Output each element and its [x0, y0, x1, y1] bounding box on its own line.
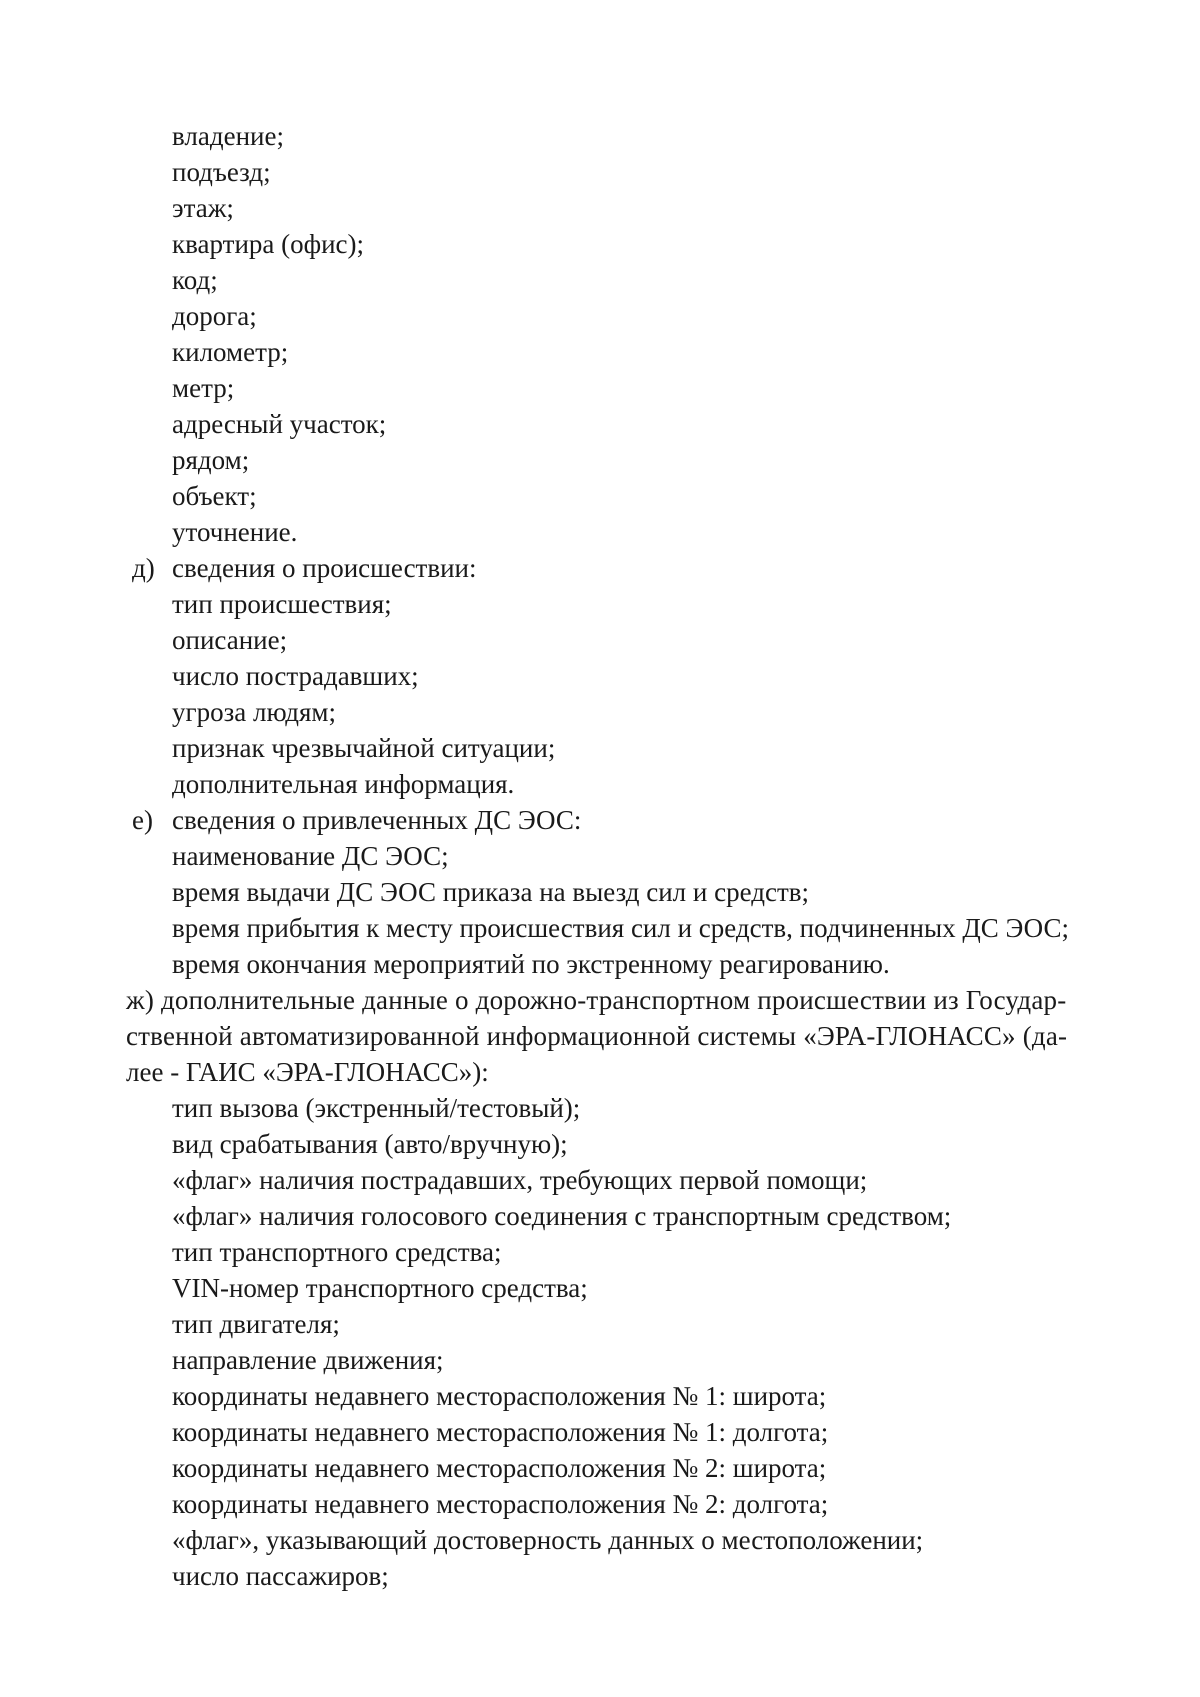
list-item: координаты недавнего месторасположения № 1: широта;: [172, 1381, 827, 1411]
list-item: владение;: [172, 121, 284, 151]
list-item: описание;: [172, 625, 288, 655]
list-item: координаты недавнего месторасположения № 2: долгота;: [172, 1489, 829, 1519]
list-item: дополнительная информация.: [172, 769, 515, 799]
section-paragraph-line: ственной автоматизированной информационной системы «ЭРА-ГЛОНАСС» (да-: [126, 1021, 1068, 1051]
list-item: уточнение.: [172, 517, 298, 547]
document-body: [0, 118, 1200, 1594]
section-marker: д): [132, 553, 155, 583]
list-item: «флаг» наличия пострадавших, требующих первой помощи;: [172, 1165, 868, 1195]
list-item: наименование ДС ЭОС;: [172, 841, 449, 871]
list-item: время окончания мероприятий по экстренному реагированию.: [172, 949, 890, 979]
list-item: координаты недавнего месторасположения № 2: широта;: [172, 1453, 827, 1483]
section-marker: е): [132, 805, 153, 835]
list-item: объект;: [172, 481, 257, 511]
section-paragraph-line: ж) дополнительные данные о дорожно-транспортном происшествии из Государ-: [126, 985, 1067, 1015]
list-item: код;: [172, 265, 218, 295]
list-item: признак чрезвычайной ситуации;: [172, 733, 556, 763]
list-item: рядом;: [172, 445, 250, 475]
list-item: время прибытия к месту происшествия сил и средств, подчиненных ДС ЭОС;: [172, 913, 1070, 943]
list-item: угроза людям;: [172, 697, 336, 727]
list-item: число пассажиров;: [172, 1561, 389, 1591]
list-item: время выдачи ДС ЭОС приказа на выезд сил и средств;: [172, 877, 809, 907]
section-heading-text: сведения о происшествии:: [172, 553, 477, 583]
list-item: направление движения;: [172, 1345, 444, 1375]
list-item: квартира (офис);: [172, 229, 365, 259]
list-item: «флаг», указывающий достоверность данных о местоположении;: [172, 1525, 924, 1555]
list-item: тип происшествия;: [172, 589, 392, 619]
list-item: километр;: [172, 337, 289, 367]
section-paragraph-line: лее - ГАИС «ЭРА-ГЛОНАСС»):: [126, 1057, 489, 1087]
list-item: подъезд;: [172, 157, 271, 187]
section-heading-e: [0, 802, 1200, 838]
list-item: адресный участок;: [172, 409, 387, 439]
list-item: этаж;: [172, 193, 234, 223]
list-item: «флаг» наличия голосового соединения с транспортным средством;: [172, 1201, 952, 1231]
list-item: VIN-номер транспортного средства;: [172, 1273, 588, 1303]
list-item: вид срабатывания (авто/вручную);: [172, 1129, 568, 1159]
section-heading-text: сведения о привлеченных ДС ЭОС:: [172, 805, 582, 835]
list-item: тип вызова (экстренный/тестовый);: [172, 1093, 581, 1123]
list-item: координаты недавнего месторасположения № 1: долгота;: [172, 1417, 829, 1447]
list-item: тип двигателя;: [172, 1309, 340, 1339]
list-item: число пострадавших;: [172, 661, 419, 691]
list-item: дорога;: [172, 301, 257, 331]
list-item: метр;: [172, 373, 235, 403]
section-heading-d: [0, 550, 1200, 586]
list-item: тип транспортного средства;: [172, 1237, 502, 1267]
